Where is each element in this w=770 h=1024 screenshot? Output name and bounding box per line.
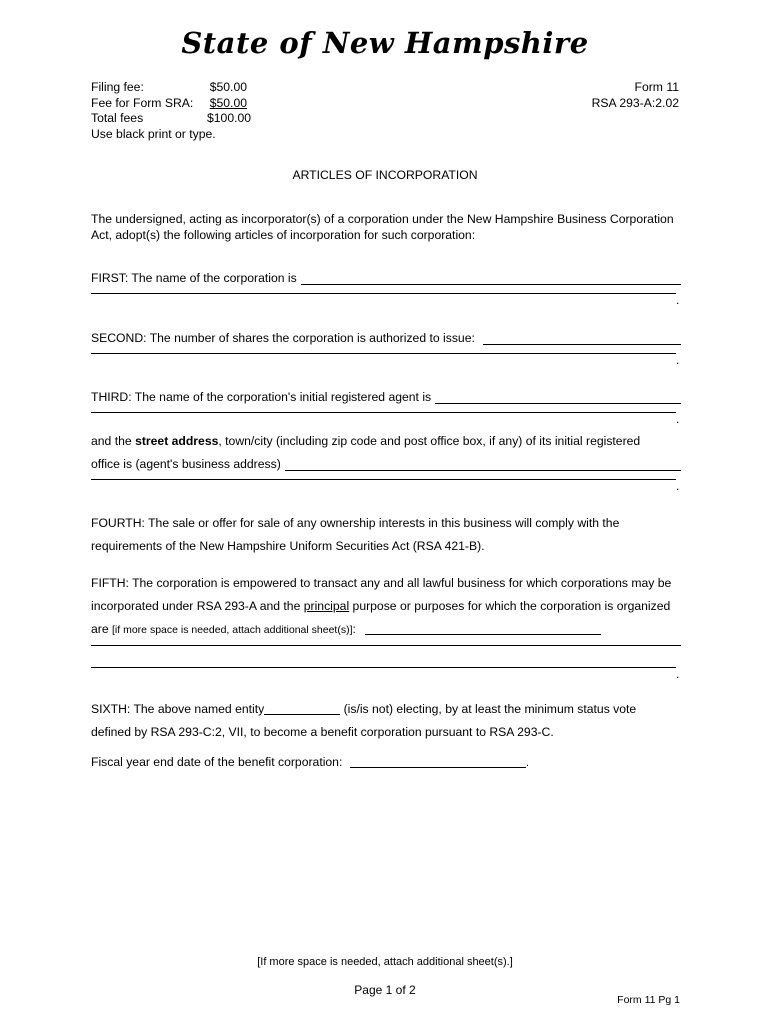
registered-agent-field[interactable]: [435, 390, 681, 404]
agent-address-intro: [91, 434, 681, 448]
attach-sheet-note: [if more space is needed, attach additional sheet(s)]: [112, 624, 353, 636]
agent-address-label: office is (agent's business address): [91, 457, 281, 471]
agent-address-field[interactable]: [285, 457, 681, 471]
page-number: Page 1 of 2: [354, 983, 416, 997]
fee-label: Total fees: [91, 111, 144, 125]
print-instruction: Use black print or type.: [91, 126, 216, 141]
corporate-purpose-field-line3[interactable]: [91, 667, 676, 668]
article-fifth-text-b: purpose or purposes for which the corporation is organized are: [91, 599, 671, 636]
form-number: Form 11: [634, 80, 679, 94]
article-sixth-text: (is/is not) electing, by at least the minimum status vote defined by RSA 293-C:2, VII, to become a benefit corporation pursuant to RSA 293-C.: [91, 702, 637, 739]
corporation-name-field[interactable]: [301, 271, 681, 285]
authorized-shares-field[interactable]: [483, 331, 681, 345]
article-first: [91, 271, 681, 285]
period: .: [676, 293, 680, 307]
article-sixth-label: SIXTH: The above named entity: [91, 702, 265, 716]
registered-agent-field-line2[interactable]: [91, 412, 676, 413]
fiscal-year-row: Fiscal year end date of the benefit corporation: .: [91, 755, 530, 769]
article-sixth: [91, 698, 671, 744]
principal-underline: principal: [303, 599, 350, 613]
article-fifth-text: FIFTH: The corporation is empowered to transact any and all lawful business for which corporations may be incorporated under RSA 293-A and the: [91, 576, 672, 613]
article-second: [91, 331, 681, 345]
fee-block: [91, 80, 252, 142]
corporate-purpose-field[interactable]: [365, 621, 601, 635]
fee-amount: $50.00: [209, 80, 247, 94]
fee-row-total: [91, 111, 252, 127]
article-third: [91, 390, 681, 404]
corporate-purpose-field-line2[interactable]: [91, 645, 681, 646]
article-fifth: FIFTH: The corporation is empowered to transact any and all lawful business for which corporations may be incorporated under RSA 293-A and the principal purpose or purposes for which the corporation is organized are [if more space is needed, attach additional sheet(s)]:: [91, 576, 672, 636]
fee-label: Filing fee:: [91, 80, 144, 94]
fee-label: Fee for Form SRA:: [91, 95, 194, 110]
attach-sheet-footer-note: [If more space is needed, attach additional sheet(s).]: [257, 956, 513, 968]
fee-row-sra: [91, 96, 247, 112]
article-second-label: SECOND: The number of shares the corporation is authorized to issue:: [91, 331, 475, 345]
article-fourth: FOURTH: The sale or offer for sale of any ownership interests in this business will comply with the requirements of the New Hampshire Uniform Securities Act (RSA 421-B).: [91, 516, 620, 553]
agent-address-field-line2[interactable]: [91, 479, 676, 480]
agent-address-row: [91, 457, 681, 471]
article-third-label: THIRD: The name of the corporation's initial registered agent is: [91, 390, 432, 404]
fee-amount: $100.00: [207, 111, 252, 125]
fee-row-filing: [91, 80, 247, 96]
fee-amount: $50.00: [209, 95, 247, 110]
fiscal-year-label: Fiscal year end date of the benefit corporation:: [91, 755, 343, 769]
benefit-election-field[interactable]: [264, 701, 340, 715]
rsa-reference: RSA 293-A:2.02: [591, 95, 679, 110]
address-prefix: and the: [91, 434, 136, 448]
period: .: [676, 479, 680, 493]
address-rest: , town/city (including zip code and post office box, if any) of its initial registered: [218, 434, 641, 448]
form-page-label: Form 11 Pg 1: [617, 994, 680, 1006]
intro-paragraph: The undersigned, acting as incorporator(s) of a corporation under the New Hampshire Business Corporation Act, adopt(s) the following articles of incorporation for such corporation:: [91, 212, 674, 242]
authorized-shares-field-line2[interactable]: [91, 353, 676, 354]
street-address-bold: street address: [135, 434, 219, 448]
document-heading: ARTICLES OF INCORPORATION: [292, 168, 478, 182]
fiscal-year-end-field[interactable]: [350, 754, 526, 768]
period: .: [676, 353, 680, 367]
period: .: [676, 667, 680, 681]
corporation-name-field-line2[interactable]: [91, 293, 676, 294]
form-reference: [592, 80, 679, 111]
page-title: State of New Hampshire: [181, 26, 589, 60]
period: .: [676, 412, 680, 426]
article-first-label: FIRST: The name of the corporation is: [91, 271, 297, 285]
